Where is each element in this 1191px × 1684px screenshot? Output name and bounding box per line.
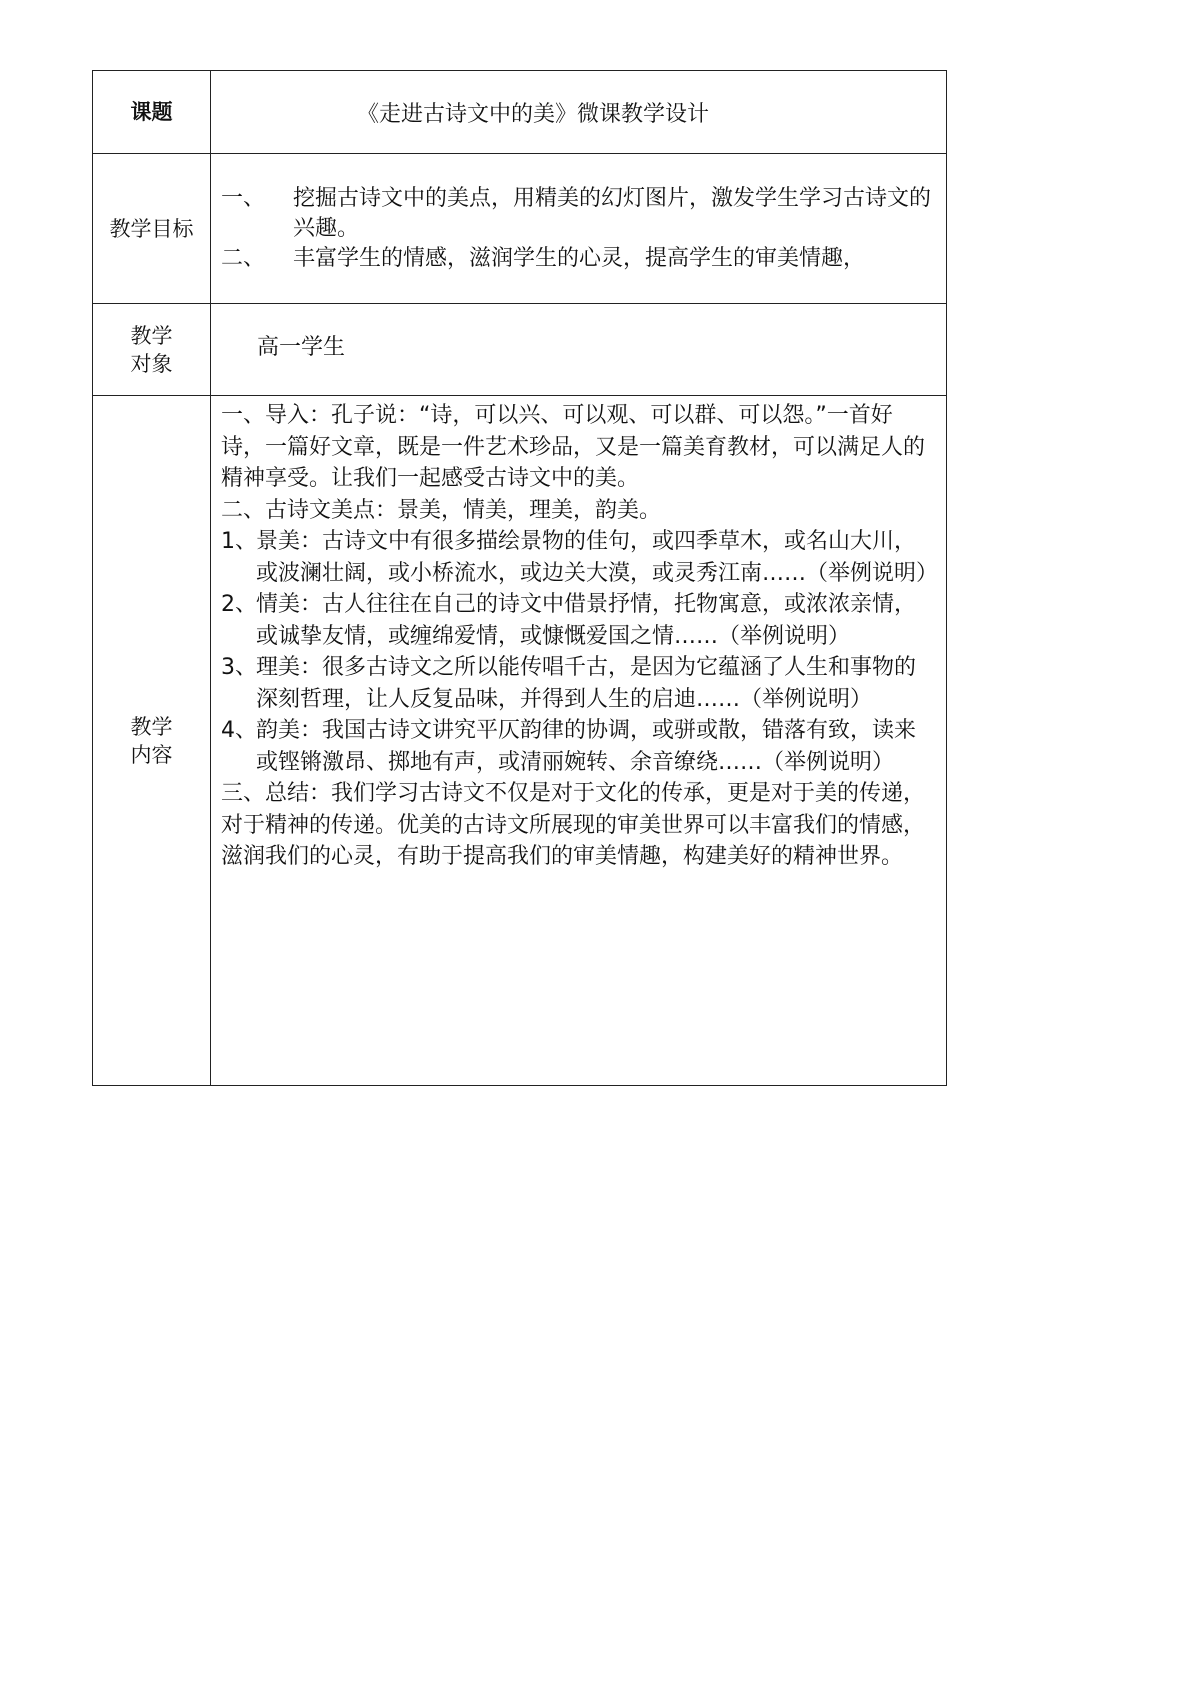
goal-number: 二、 (221, 245, 266, 271)
content-value-cell (211, 396, 947, 1086)
goal-number: 一、 (221, 185, 266, 211)
point-number: 1、 (221, 529, 257, 554)
goal-text: 丰富学生的情感，滋润学生的心灵，提高学生的审美情趣， (293, 245, 866, 271)
title-label-cell (93, 71, 211, 154)
point-text: 景美：古诗文中有很多描绘景物的佳句，或四季草木，或名山大川，或波澜壮阔，或小桥流水，或边关大漠，或灵秀江南……（举例说明） (256, 529, 939, 586)
content-body (211, 396, 946, 873)
points-heading: 二、古诗文美点：景美，情美，理美，韵美。 (221, 497, 662, 523)
goal-item (221, 184, 936, 244)
target-value-cell (211, 304, 947, 396)
summary-paragraph: 三、总结：我们学习古诗文不仅是对于文化的传承，更是对于美的传递，对于精神的传递。优美的古诗文所展现的审美世界可以丰富我们的情感，滋润我们的心灵，有助于提高我们的审美情趣，构建美好的精神世界。 (221, 781, 926, 869)
goal-text: 挖掘古诗文中的美点，用精美的幻灯图片，激发学生学习古诗文的兴趣。 (293, 185, 932, 241)
point-number: 3、 (221, 655, 257, 680)
point-item (221, 715, 936, 778)
goal-list (211, 184, 946, 274)
point-number: 2、 (221, 592, 257, 617)
content-label-cell (93, 396, 211, 1086)
goal-value-cell (211, 154, 947, 304)
point-number: 4、 (221, 718, 257, 743)
target-label-cell (93, 304, 211, 396)
lesson-design-table (92, 70, 947, 1086)
goal-label-cell (93, 154, 211, 304)
target-row (93, 304, 947, 396)
title-row (93, 71, 947, 154)
point-text: 理美：很多古诗文之所以能传唱千古，是因为它蕴涵了人生和事物的深刻哲理，让人反复品味，并得到人生的启迪……（举例说明） (256, 655, 917, 712)
title-value-cell (211, 71, 947, 154)
lesson-title: 《走进古诗文中的美》微课教学设计 (357, 101, 710, 127)
content-label-line2: 内容 (130, 742, 173, 767)
target-label-line1: 教学 (130, 323, 173, 348)
point-item (221, 652, 936, 715)
point-item (221, 526, 939, 589)
goal-label: 教学目标 (109, 216, 194, 241)
title-label: 课题 (130, 100, 173, 124)
intro-paragraph: 一、导入：孔子说：“诗，可以兴、可以观、可以群、可以怨。”一首好诗，一篇好文章，既是一件艺术珍品，又是一篇美育教材，可以满足人的精神享受。让我们一起感受古诗文中的美。 (221, 403, 926, 491)
content-label-line1: 教学 (130, 714, 173, 739)
target-label-line2: 对象 (130, 351, 173, 376)
point-item (221, 589, 936, 652)
goal-item (221, 244, 936, 274)
point-text: 韵美：我国古诗文讲究平仄韵律的协调，或骈或散，错落有致，读来或铿锵激昂、掷地有声，或清丽婉转、余音缭绕……（举例说明） (256, 718, 917, 775)
content-row (93, 396, 947, 1086)
point-text: 情美：古人往往在自己的诗文中借景抒情，托物寓意，或浓浓亲情，或诚挚友情，或缠绵爱情，或慷慨爱国之情……（举例说明） (256, 592, 917, 649)
target-audience: 高一学生 (257, 335, 346, 360)
goal-row (93, 154, 947, 304)
